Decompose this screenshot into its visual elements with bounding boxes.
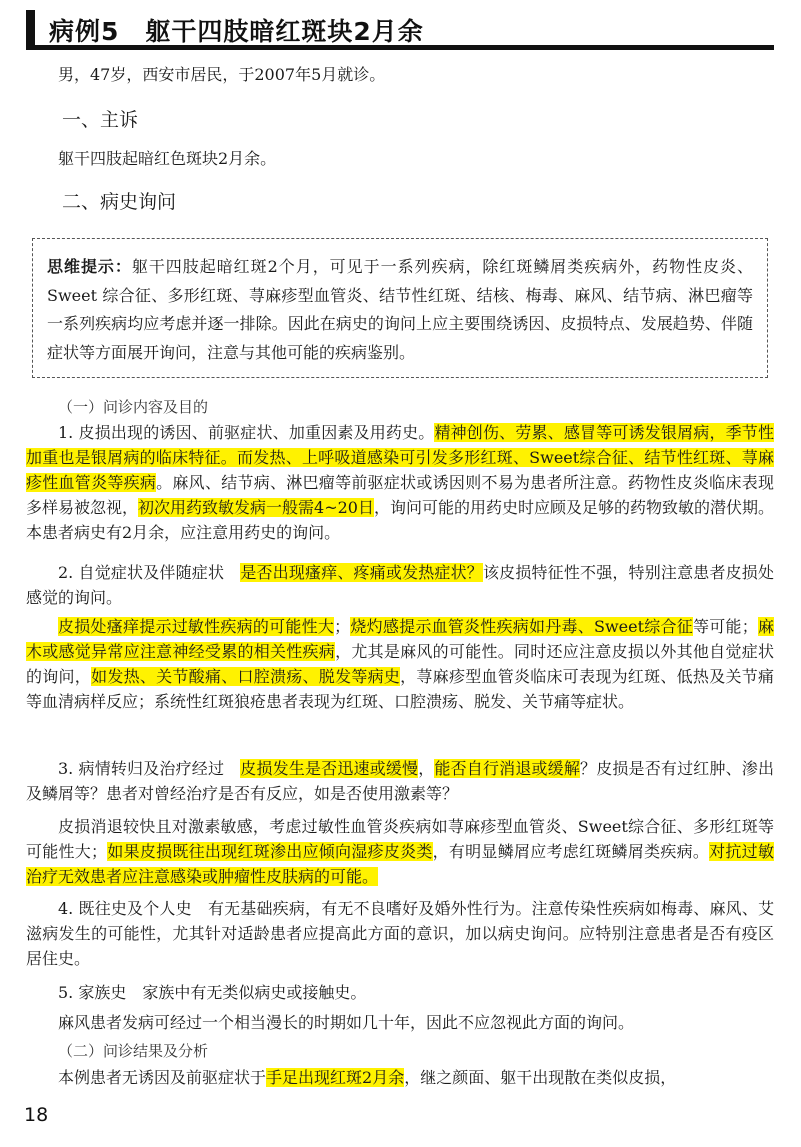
item2b-highlight-fever-history: 如发热、关节酸痛、口腔溃疡、脱发等病史 xyxy=(91,667,401,686)
paragraph-results xyxy=(26,1065,774,1090)
item3-sep: ， xyxy=(418,759,435,778)
thinking-tip-box xyxy=(32,238,768,378)
result-highlight-duration: 手足出现红斑2月余 xyxy=(266,1068,405,1087)
item2b-mid2: ，尤其是麻风的可能性。同时还应注意皮损以外其他自觉症状的询问， xyxy=(26,642,774,686)
paragraph-item2 xyxy=(26,560,774,610)
section-heading-chief-complaint: 一、主诉 xyxy=(62,109,139,131)
item1-tail: ，询问可能的用药史时应顾及足够的药物致敏的潜伏期。本患者病史有2月余，应注意用药史的询问。 xyxy=(26,498,774,542)
item1-highlight-drug-latency: 初次用药致敏发病一般需4~20日 xyxy=(138,498,374,517)
subsection-heading-inquiry: （一）问诊内容及目的 xyxy=(58,398,209,416)
item2-lead: 2. 自觉症状及伴随症状 xyxy=(58,563,241,582)
item3-tail: ？皮损是否有过红肿、渗出及鳞屑等？患者对曾经治疗是否有反应，如是否使用激素等？ xyxy=(26,759,774,803)
patient-intro: 男，47岁，西安市居民，于2007年5月就诊。 xyxy=(58,65,386,84)
item2b-highlight-burning: 烧灼感提示血管炎性疾病如丹毒、Sweet综合征 xyxy=(350,617,693,636)
thinking-tip-text: 躯干四肢起暗红斑2个月，可见于一系列疾病，除红斑鳞屑类疾病外，药物性皮炎、Sweet 综合征、多形红斑、荨麻疹型血管炎、结节性红斑、结核、梅毒、麻风、结节病、淋巴瘤等一系列疾病均应考虑并逐一排除。因此在病史的询问上应主要围绕诱因、皮损特点、发展趋势、伴随症状等方面展开询问，注意与其他可能的疾病鉴别。 xyxy=(47,257,753,362)
thinking-tip-label: 思维提示： xyxy=(47,257,132,276)
item3b-mid: ，有明显鳞屑应考虑红斑鳞屑类疾病。 xyxy=(432,842,710,861)
result-lead: 本例患者无诱因及前驱症状于 xyxy=(58,1068,267,1087)
item2-tail: 该皮损特征性不强，特别注意患者皮损处感觉的询问。 xyxy=(26,563,774,607)
paragraph-item1 xyxy=(26,420,774,545)
item3-highlight-resolve: 能否自行消退或缓解 xyxy=(434,759,581,778)
item1-highlight-psoriasis: 精神创伤、劳累、感冒等可诱发银屑病，季节性加重也是银屑病的临床特征。 xyxy=(26,423,774,467)
paragraph-item5: 5. 家族史 家族中有无类似病史或接触史。 xyxy=(58,983,367,1002)
item3b-lead: 皮损消退较快且对激素敏感，考虑过敏性血管炎疾病如荨麻疹型血管炎、Sweet综合征、多形红斑等可能性大； xyxy=(26,817,774,861)
paragraph-item5-detail: 麻风患者发病可经过一个相当漫长的时期如几十年，因此不应忽视此方面的询问。 xyxy=(58,1013,635,1032)
item3b-highlight-infection-tumor: 对抗过敏治疗无效患者应注意感染或肿瘤性皮肤病的可能。 xyxy=(26,842,774,886)
subsection-heading-results: （二）问诊结果及分析 xyxy=(58,1042,209,1060)
case-title: 病例5 躯干四肢暗红斑块2月余 xyxy=(49,17,424,46)
case-header xyxy=(26,10,774,50)
item2b-highlight-numbness: 麻木或感觉异常应注意神经受累的相关性疾病 xyxy=(26,617,774,661)
page-number: 18 xyxy=(24,1104,49,1126)
item1-middle: 。麻风、结节病、淋巴瘤等前驱症状或诱因则不易为患者所注意。药物性皮炎临床表现多样易被忽视， xyxy=(26,473,774,517)
paragraph-item2-detail xyxy=(26,614,774,714)
item2b-tail: ，荨麻疹型血管炎临床可表现为红斑、低热及关节痛等血清病样反应；系统性红斑狼疮患者表现为红斑、口腔溃疡、脱发、关节痛等症状。 xyxy=(26,667,774,711)
item1-lead: 1. 皮损出现的诱因、前驱症状、加重因素及用药史。 xyxy=(58,423,435,442)
section-heading-history: 二、病史询问 xyxy=(62,191,177,213)
item2b-sep: ； xyxy=(334,617,351,636)
chief-complaint-text: 躯干四肢起暗红色斑块2月余。 xyxy=(58,149,277,168)
item3b-highlight-eczema: 如果皮损既往出现红斑渗出应倾向湿疹皮炎类 xyxy=(107,842,433,861)
item1-highlight-infection: 而发热、上呼吸道感染可引发多形红斑、Sweet综合征、结节性红斑、荨麻疹性血管炎等疾病 xyxy=(26,448,774,492)
item3-highlight-onset: 皮损发生是否迅速或缓慢 xyxy=(240,759,419,778)
result-tail: ，继之颜面、躯干出现散在类似皮损， xyxy=(404,1068,677,1087)
item2b-mid1: 等可能； xyxy=(692,617,758,636)
item2-highlight-symptoms: 是否出现瘙痒、疼痛或发热症状？ xyxy=(240,563,483,582)
paragraph-item3-detail xyxy=(26,814,774,889)
paragraph-item4: 4. 既往史及个人史 有无基础疾病，有无不良嗜好及婚外性行为。注意传染性疾病如梅毒、麻风、艾滋病发生的可能性，尤其针对适龄患者应提高此方面的意识，加以病史询问。应特别注意患者是否有疫区居住史。 xyxy=(26,899,774,968)
item2b-highlight-itch: 皮损处瘙痒提示过敏性疾病的可能性大 xyxy=(58,617,335,636)
item3-lead: 3. 病情转归及治疗经过 xyxy=(58,759,241,778)
paragraph-item3 xyxy=(26,756,774,806)
